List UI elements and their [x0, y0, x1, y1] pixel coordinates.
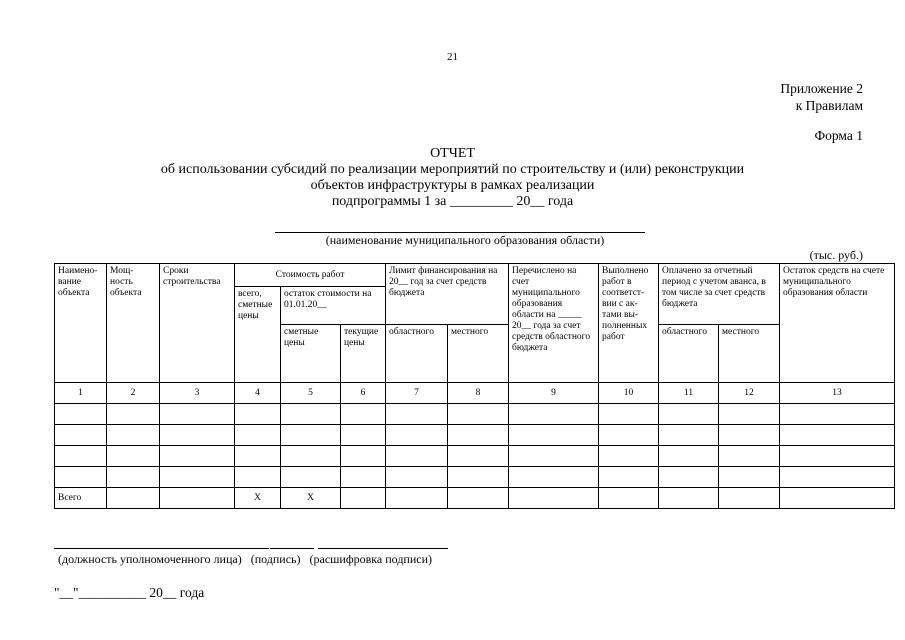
header-cost-remaining: остаток стоимости на 01.01.20__ [281, 287, 386, 325]
header-remaining-current: текущие цены [341, 325, 386, 383]
column-number: 3 [160, 383, 235, 404]
signature-caption: (должность уполномоченного лица) (подпись) (расшифровка подписи) [58, 552, 433, 566]
header-completed: Выполнено работ в соответст-вии с ак-тами вы-полненных работ [599, 264, 659, 383]
title-line-3: подпрограммы 1 за _________ 20__ года [331, 194, 574, 209]
units-label: (тыс. руб.) [809, 248, 863, 262]
header-construction-period: Сроки строительства [160, 264, 235, 383]
column-numbers-row [55, 383, 895, 404]
form-label: Форма 1 [814, 128, 863, 143]
title-line-1: об использовании субсидий по реализации мероприятий по строительству и (или) реконструкции [160, 162, 745, 177]
table-row [55, 467, 895, 488]
header-balance: Остаток средств на счете муниципального образования области [780, 264, 895, 383]
column-number: 10 [599, 383, 659, 404]
column-number: 13 [780, 383, 895, 404]
title-heading: ОТЧЕТ [430, 146, 475, 161]
total-x-mark: Х [281, 488, 341, 509]
column-number: 7 [386, 383, 448, 404]
header-object-capacity: Мощ-ность объекта [107, 264, 160, 383]
table-row [55, 404, 895, 425]
column-number: 4 [235, 383, 281, 404]
column-number: 5 [281, 383, 341, 404]
column-number: 1 [55, 383, 107, 404]
report-title [0, 146, 905, 210]
column-number: 12 [719, 383, 780, 404]
header-remaining-estimate: сметные цены [281, 325, 341, 383]
column-number: 9 [509, 383, 599, 404]
header-transferred: Перечислено на счет муниципального образования области на _____ 20__ года за счет средств областного бюджета [509, 264, 599, 383]
column-number: 6 [341, 383, 386, 404]
total-label: Всего [55, 488, 107, 509]
page-number: 21 [447, 51, 458, 63]
header-limit-group: Лимит финансирования на 20__ год за счет средств бюджета [386, 264, 509, 325]
column-number: 8 [448, 383, 509, 404]
header-limit-local: местного [448, 325, 509, 383]
total-row [55, 488, 895, 509]
header-paid-group: Оплачено за отчетный период с учетом аванса, в том числе за счет средств бюджета [659, 264, 780, 325]
signature-line [270, 548, 314, 549]
table-row [55, 446, 895, 467]
header-paid-regional: областного [659, 325, 719, 383]
appendix-line-2: к Правилам [795, 98, 863, 113]
appendix-line-1: Приложение 2 [780, 81, 863, 96]
total-x-mark: Х [235, 488, 281, 509]
municipality-caption: (наименование муниципального образования области) [325, 233, 605, 247]
header-cost-group: Стоимость работ [235, 264, 386, 287]
signature-transcript-line [318, 548, 448, 549]
date-line: "__"__________ 20__ года [54, 585, 205, 600]
position-signature-line [54, 548, 269, 549]
appendix-reference [780, 80, 863, 114]
header-cost-total: всего, сметные цены [235, 287, 281, 383]
header-paid-local: местного [719, 325, 780, 383]
header-object-name: Наимено-вание объекта [55, 264, 107, 383]
column-number: 11 [659, 383, 719, 404]
header-limit-regional: областного [386, 325, 448, 383]
title-line-2: объектов инфраструктуры в рамках реализации [310, 178, 595, 193]
column-number: 2 [107, 383, 160, 404]
report-table [54, 263, 895, 509]
table-row [55, 425, 895, 446]
